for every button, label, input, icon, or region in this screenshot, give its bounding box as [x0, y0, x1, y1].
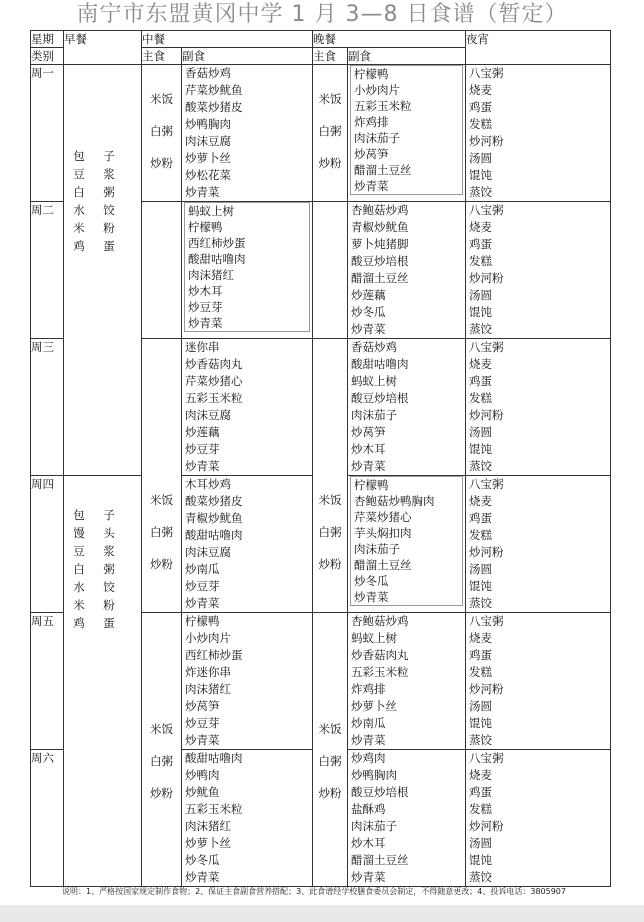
dinner-staple-cell — [313, 202, 348, 339]
weekday-label: 周二 — [31, 202, 64, 339]
breakfast-item: 包 子 — [73, 508, 115, 522]
staple-item: 炒粉 — [318, 557, 342, 571]
dish-item: 炒香菇肉丸 — [351, 648, 409, 662]
dish-item: 香菇炒鸡 — [185, 66, 231, 80]
lunch-staple-cell — [142, 613, 182, 887]
dish-item: 炒青菜 — [354, 179, 389, 193]
supper-cell — [466, 613, 611, 750]
dish-item: 八宝粥 — [469, 614, 504, 628]
dish-item: 西红柿炒蛋 — [188, 236, 246, 250]
dish-item: 炒鸡肉 — [351, 751, 386, 765]
dish-item: 肉沫豆腐 — [185, 134, 231, 148]
dish-item: 醋溜土豆丝 — [351, 271, 409, 285]
lunch-staples — [142, 339, 181, 580]
breakfast-item: 鸡 蛋 — [73, 616, 115, 630]
dish-item: 酸甜咕噜肉 — [188, 252, 246, 266]
weekday-header: 星期 — [31, 31, 64, 48]
dinner-side-list — [348, 202, 465, 338]
dish-item: 炒萝卜丝 — [185, 151, 231, 165]
dish-item: 炒青菜 — [188, 316, 223, 330]
dish-item: 迷你串 — [185, 340, 220, 354]
dish-item: 炸鸡排 — [351, 682, 386, 696]
dish-item: 鸡蛋 — [469, 374, 492, 388]
lunch-side-header: 副食 — [182, 48, 313, 65]
dish-item: 发糕 — [469, 254, 492, 268]
supper-list — [466, 750, 610, 886]
dish-item: 发糕 — [469, 391, 492, 405]
dish-item: 炒青菜 — [185, 870, 220, 884]
dish-item: 肉沫豆腐 — [185, 408, 231, 422]
breakfast-list — [64, 65, 141, 255]
dish-item: 西红柿炒蛋 — [185, 648, 243, 662]
dinner-header: 晚餐 — [313, 31, 466, 48]
dish-item: 肉沫猪红 — [185, 682, 231, 696]
dish-item: 炒鱿鱼 — [185, 785, 220, 799]
dinner-side-cell — [348, 613, 466, 750]
breakfast-item: 豆 浆 — [73, 544, 115, 558]
dinner-side-cell — [348, 202, 466, 339]
dish-item: 蒸饺 — [469, 870, 492, 884]
weekday-label: 周四 — [31, 476, 64, 613]
dinner-staple-cell — [313, 339, 348, 613]
dish-item: 烧麦 — [469, 357, 492, 371]
dish-item: 炒豆芽 — [188, 300, 223, 314]
dish-item: 烧麦 — [469, 220, 492, 234]
dish-item: 炒鸭胸肉 — [351, 768, 397, 782]
dish-item: 汤圆 — [469, 836, 492, 850]
supper-list — [466, 65, 610, 201]
breakfast-item: 米 粉 — [73, 598, 115, 612]
dish-item: 炒河粉 — [469, 819, 504, 833]
page-bottom-strip — [0, 905, 644, 922]
dish-item: 醋溜土豆丝 — [354, 163, 412, 177]
dish-item: 炒冬瓜 — [354, 574, 389, 588]
dish-item: 汤圆 — [469, 562, 492, 576]
dinner-staple-cell — [313, 65, 348, 202]
dish-item: 炒河粉 — [469, 682, 504, 696]
breakfast-item: 水 饺 — [73, 580, 115, 594]
dish-item: 炒青菜 — [185, 733, 220, 747]
dinner-side-list — [348, 339, 465, 475]
dish-item: 醋溜土豆丝 — [351, 853, 409, 867]
dish-item: 盐酥鸡 — [351, 802, 386, 816]
dish-item: 芹菜炒猪心 — [185, 374, 243, 388]
dish-item: 醋溜土豆丝 — [354, 558, 412, 572]
breakfast-item: 白 粥 — [73, 185, 115, 199]
dish-item: 酸豆炒培根 — [351, 785, 409, 799]
dish-item: 炒莴笋 — [354, 147, 389, 161]
weekday-label: 周六 — [31, 750, 64, 887]
dinner-side-list — [350, 476, 463, 606]
breakfast-item: 包 子 — [73, 149, 115, 163]
dish-item: 发糕 — [469, 117, 492, 131]
dinner-staple-cell — [313, 613, 348, 887]
dinner-side-list — [348, 750, 465, 886]
footer-note: 说明：1、严格按国家规定制作食物；2、保证主食副食营养搭配；3、此食谱经学校膳食委员会制定，不得随意更改；4、投诉电话：3805907 — [62, 887, 566, 896]
dish-item: 炒木耳 — [188, 284, 223, 298]
dish-item: 青椒炒鱿鱼 — [351, 220, 409, 234]
dish-item: 馄饨 — [469, 579, 492, 593]
breakfast-cell — [64, 65, 142, 476]
dinner-side-cell — [348, 339, 466, 476]
dish-item: 萝卜炖猪脚 — [351, 237, 409, 251]
weekday-label: 周五 — [31, 613, 64, 750]
dinner-staples — [313, 65, 347, 179]
dish-item: 鸡蛋 — [469, 511, 492, 525]
dish-item: 汤圆 — [469, 288, 492, 302]
dish-item: 五彩玉米粒 — [185, 802, 243, 816]
dish-item: 八宝粥 — [469, 751, 504, 765]
dinner-side-list — [350, 65, 463, 195]
dish-item: 蒸饺 — [469, 459, 492, 473]
dish-item: 炒青菜 — [351, 733, 386, 747]
lunch-side-cell — [182, 750, 313, 887]
dish-item: 肉沫豆腐 — [185, 545, 231, 559]
staple-item: 白粥 — [318, 124, 342, 138]
dish-item: 烧麦 — [469, 631, 492, 645]
staple-item: 白粥 — [150, 124, 173, 138]
dish-item: 炒冬瓜 — [185, 853, 220, 867]
staple-item: 米饭 — [318, 722, 342, 736]
dish-item: 八宝粥 — [469, 203, 504, 217]
breakfast-item: 鸡 蛋 — [73, 239, 115, 253]
dish-item: 烧麦 — [469, 494, 492, 508]
dish-item: 炒鸭肉 — [185, 768, 220, 782]
dinner-staples — [313, 339, 347, 580]
supper-list — [466, 613, 610, 749]
dish-item: 柠檬鸭 — [185, 614, 220, 628]
dish-item: 蚂蚁上树 — [351, 631, 397, 645]
dish-item: 蒸饺 — [469, 596, 492, 610]
menu-table — [30, 30, 611, 887]
dish-item: 酸甜咕噜肉 — [185, 528, 243, 542]
breakfast-cell — [64, 476, 142, 887]
lunch-staples — [142, 65, 181, 179]
lunch-side-cell — [182, 613, 313, 750]
dish-item: 鸡蛋 — [469, 785, 492, 799]
staple-item: 炒粉 — [150, 557, 173, 571]
dinner-side-cell — [348, 750, 466, 887]
dinner-side-header: 副食 — [348, 48, 466, 65]
dish-item: 炸鸡排 — [354, 115, 389, 129]
dish-item: 八宝粥 — [469, 66, 504, 80]
dish-item: 炒莴笋 — [185, 699, 220, 713]
dish-item: 馄饨 — [469, 168, 492, 182]
staple-item: 米饭 — [150, 493, 173, 507]
dinner-side-cell — [348, 476, 466, 613]
dish-item: 肉沫茄子 — [351, 408, 397, 422]
dish-item: 鸡蛋 — [469, 100, 492, 114]
dish-item: 炒豆芽 — [185, 442, 220, 456]
dish-item: 炒萝卜丝 — [351, 699, 397, 713]
lunch-side-list — [182, 613, 312, 749]
breakfast-item: 水 饺 — [73, 203, 115, 217]
dish-item: 馄饨 — [469, 853, 492, 867]
dish-item: 炒木耳 — [351, 442, 386, 456]
dish-item: 肉沫茄子 — [351, 819, 397, 833]
supper-list — [466, 202, 610, 338]
dish-item: 炒木耳 — [351, 836, 386, 850]
dish-item: 炒青菜 — [185, 185, 220, 199]
dish-item: 炒鸭胸肉 — [185, 117, 231, 131]
staple-item: 白粥 — [150, 754, 173, 768]
dish-item: 酸甜咕噜肉 — [351, 357, 409, 371]
lunch-staples — [142, 613, 181, 809]
dish-item: 炒青菜 — [185, 459, 220, 473]
dinner-side-cell — [348, 65, 466, 202]
dish-item: 酸豆炒培根 — [351, 391, 409, 405]
staple-item: 炒粉 — [318, 786, 342, 800]
dish-item: 炒豆芽 — [185, 716, 220, 730]
lunch-side-list — [182, 750, 312, 886]
dish-item: 馄饨 — [469, 716, 492, 730]
staple-item: 白粥 — [318, 525, 342, 539]
lunch-header: 中餐 — [142, 31, 313, 48]
dish-item: 杏鲍菇炒鸡 — [351, 203, 409, 217]
dish-item: 木耳炒鸡 — [185, 477, 231, 491]
dish-item: 蚂蚁上树 — [351, 374, 397, 388]
dish-item: 酸菜炒猪皮 — [185, 494, 243, 508]
dish-item: 肉沫茄子 — [354, 131, 400, 145]
staple-item: 米饭 — [318, 92, 342, 106]
lunch-staple-cell — [142, 202, 182, 339]
lunch-side-list — [182, 65, 312, 201]
dish-item: 炒青菜 — [351, 870, 386, 884]
dish-item: 香菇炒鸡 — [351, 340, 397, 354]
breakfast-list — [64, 476, 141, 632]
staple-item: 米饭 — [150, 92, 173, 106]
lunch-side-list — [182, 476, 312, 612]
dish-item: 五彩玉米粒 — [351, 665, 409, 679]
lunch-staple-cell — [142, 65, 182, 202]
dish-item: 柠檬鸭 — [354, 478, 389, 492]
dish-item: 芹菜炒猪心 — [354, 510, 412, 524]
supper-cell — [466, 202, 611, 339]
lunch-side-cell — [182, 339, 313, 476]
staple-item: 白粥 — [318, 754, 342, 768]
dish-item: 小炒肉片 — [354, 83, 400, 97]
dish-item: 炒青菜 — [351, 459, 386, 473]
dish-item: 馄饨 — [469, 305, 492, 319]
dish-item: 肉沫猪红 — [185, 819, 231, 833]
lunch-side-cell — [182, 476, 313, 613]
dish-item: 酸豆炒培根 — [351, 254, 409, 268]
lunch-staple-cell — [142, 339, 182, 613]
staple-item: 白粥 — [150, 525, 173, 539]
dish-item: 肉沫猪红 — [188, 268, 234, 282]
dish-item: 五彩玉米粒 — [354, 99, 412, 113]
supper-cell — [466, 65, 611, 202]
dish-item: 炒莲藕 — [185, 425, 220, 439]
supper-header: 夜宵 — [466, 31, 611, 65]
dish-item: 炒莴笋 — [351, 425, 386, 439]
dish-item: 炒河粉 — [469, 134, 504, 148]
dish-item: 八宝粥 — [469, 340, 504, 354]
dish-item: 炒莲藕 — [351, 288, 386, 302]
staple-item: 炒粉 — [150, 156, 173, 170]
dish-item: 炒南瓜 — [351, 716, 386, 730]
dinner-staples — [313, 613, 347, 809]
dish-item: 杏鲍菇炒鸡 — [351, 614, 409, 628]
dish-item: 炒松花菜 — [185, 168, 231, 182]
staple-item: 米饭 — [150, 722, 173, 736]
dish-item: 八宝粥 — [469, 477, 504, 491]
dish-item: 炒青菜 — [354, 590, 389, 604]
dinner-staple-header: 主食 — [313, 48, 348, 65]
dish-item: 蚂蚁上树 — [188, 204, 234, 218]
dish-item: 芋头焖扣肉 — [354, 526, 412, 540]
dish-item: 汤圆 — [469, 699, 492, 713]
breakfast-item: 豆 浆 — [73, 167, 115, 181]
header-row — [31, 31, 611, 48]
lunch-side-list — [182, 339, 312, 475]
dish-item: 发糕 — [469, 665, 492, 679]
dish-item: 杏鲍菇炒鸭胸肉 — [354, 494, 435, 508]
dish-item: 蒸饺 — [469, 733, 492, 747]
dish-item: 柠檬鸭 — [354, 67, 389, 81]
dish-item: 发糕 — [469, 802, 492, 816]
staple-item: 炒粉 — [150, 786, 173, 800]
breakfast-header: 早餐 — [64, 31, 142, 65]
dish-item: 炒河粉 — [469, 271, 504, 285]
dish-item: 五彩玉米粒 — [185, 391, 243, 405]
breakfast-item: 馒 头 — [73, 526, 115, 540]
dish-item: 炒青菜 — [185, 596, 220, 610]
dish-item: 肉沫茄子 — [354, 542, 400, 556]
staple-item: 炒粉 — [318, 156, 342, 170]
supper-cell — [466, 476, 611, 613]
dish-item: 炒冬瓜 — [351, 305, 386, 319]
dish-item: 发糕 — [469, 528, 492, 542]
dish-item: 烧麦 — [469, 83, 492, 97]
dish-item: 烧麦 — [469, 768, 492, 782]
dish-item: 鸡蛋 — [469, 648, 492, 662]
dish-item: 炒萝卜丝 — [185, 836, 231, 850]
page-title: 南宁市东盟黄冈中学 1 月 3—8 日食谱（暂定） — [76, 2, 568, 27]
lunch-side-cell — [182, 65, 313, 202]
weekday-label: 周三 — [31, 339, 64, 476]
supper-cell — [466, 750, 611, 887]
day-row — [31, 65, 611, 202]
dish-item: 炒河粉 — [469, 545, 504, 559]
lunch-side-list — [184, 202, 310, 332]
dish-item: 芹菜炒鱿鱼 — [185, 83, 243, 97]
dish-item: 炒豆芽 — [185, 579, 220, 593]
lunch-staple-header: 主食 — [142, 48, 182, 65]
supper-list — [466, 339, 610, 475]
weekday-label: 周一 — [31, 65, 64, 202]
dish-item: 鸡蛋 — [469, 237, 492, 251]
dish-item: 酸菜炒猪皮 — [185, 100, 243, 114]
breakfast-item: 米 粉 — [73, 221, 115, 235]
dish-item: 蒸饺 — [469, 185, 492, 199]
dish-item: 汤圆 — [469, 425, 492, 439]
dinner-side-list — [348, 613, 465, 749]
dish-item: 柠檬鸭 — [188, 220, 223, 234]
dish-item: 小炒肉片 — [185, 631, 231, 645]
dish-item: 炒香菇肉丸 — [185, 357, 243, 371]
breakfast-item: 白 粥 — [73, 562, 115, 576]
supper-list — [466, 476, 610, 612]
staple-item: 米饭 — [318, 493, 342, 507]
dish-item: 炒南瓜 — [185, 562, 220, 576]
dish-item: 炒青菜 — [351, 322, 386, 336]
supper-cell — [466, 339, 611, 476]
lunch-side-cell — [182, 202, 313, 339]
dish-item: 炒河粉 — [469, 408, 504, 422]
dish-item: 酸甜咕噜肉 — [185, 751, 243, 765]
dish-item: 青椒炒鱿鱼 — [185, 511, 243, 525]
category-header: 类别 — [31, 48, 64, 65]
dish-item: 汤圆 — [469, 151, 492, 165]
dish-item: 炸迷你串 — [185, 665, 231, 679]
dish-item: 蒸饺 — [469, 322, 492, 336]
dish-item: 馄饨 — [469, 442, 492, 456]
